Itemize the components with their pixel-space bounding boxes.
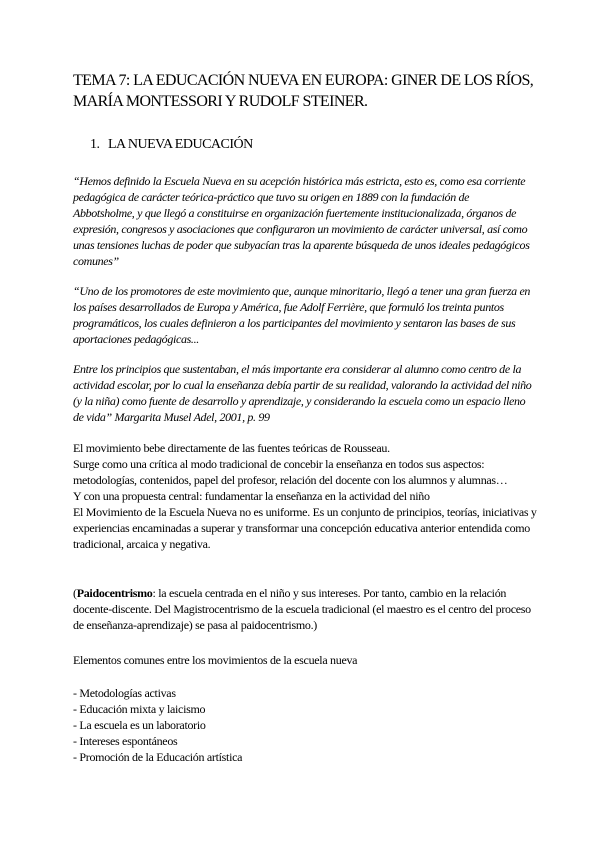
quote-paragraph: Entre los principios que sustentaban, el más importante era considerar al alumno como centro de la actividad escolar, por lo cual la enseñanza debía partir de su realidad, valorando la actividad del niño (y la niña) como fuente de desarrollo y aprendizaje, y considerando la escuela como un espacio lleno de vida” Margarita Musel Adel, 2001, p. 99 bbox=[73, 362, 532, 424]
body-paragraph: Surge como una crítica al modo tradicional de concebir la enseñanza en todos sus aspectos: metodologías, contenidos, papel del profesor, relación del docente con los alumnos y alumnas… bbox=[73, 457, 508, 487]
elements-intro: Elementos comunes entre los movimientos de la escuela nueva bbox=[73, 653, 358, 667]
section-heading-text: LA NUEVA EDUCACIÓN bbox=[108, 137, 253, 152]
paren-open: ( bbox=[73, 586, 77, 600]
section-number: 1. bbox=[90, 137, 100, 152]
list-item: - Educación mixta y laicismo bbox=[73, 702, 206, 716]
body-paragraph: El movimiento bebe directamente de las fuentes teóricas de Rousseau. bbox=[73, 441, 390, 455]
list-item: - Promoción de la Educación artística bbox=[73, 750, 243, 764]
elements-list bbox=[73, 685, 242, 765]
body-paragraph: Y con una propuesta central: fundamentar la enseñanza en la actividad del niño bbox=[73, 489, 430, 503]
list-item: - Metodologías activas bbox=[73, 686, 176, 700]
quote-paragraph: “Uno de los promotores de este movimiento que, aunque minoritario, llegó a tener una gran fuerza en los países desarrollados de Europa y América, fue Adolf Ferrière, que formuló los treinta puntos programáticos, los cuales definieron a los participantes del movimiento y sentaron las bases de sus aportaciones pedagógicas... bbox=[73, 284, 531, 346]
document-title: TEMA 7: LA EDUCACIÓN NUEVA EN EUROPA: GINER DE LOS RÍOS, MARÍA MONTESSORI Y RUDOLF STEINER. bbox=[73, 72, 534, 110]
list-item: - Intereses espontáneos bbox=[73, 734, 178, 748]
paidocentrismo-paragraph bbox=[73, 585, 538, 633]
body-text-block bbox=[73, 440, 538, 552]
list-item: - La escuela es un laboratorio bbox=[73, 718, 206, 732]
paidocentrismo-definition: : la escuela centrada en el niño y sus intereses. Por tanto, cambio en la relación docente-discente. Del Magistrocentrismo de la escuela tradicional (el maestro es el centro del proceso de enseñanza-aprendizaje) se pasa al paidocentrismo.) bbox=[73, 586, 531, 632]
body-paragraph: El Movimiento de la Escuela Nueva no es uniforme. Es un conjunto de principios, teorías, iniciativas y experiencias encaminadas a superar y transformar una concepción educativa anterior entendida como tradicional, arcaica y negativa. bbox=[73, 505, 537, 551]
paidocentrismo-term: Paidocentrismo bbox=[76, 586, 153, 600]
quote-paragraph: “Hemos definido la Escuela Nueva en su acepción histórica más estricta, esto es, como esa corriente pedagógica de carácter teórica-práctico que tuvo su origen en 1889 con la fundación de Abbotsholme, y que llegó a constituirse en organización fuertemente institucionalizada, órganos de expresión, congresos y asociaciones que configuraron un movimiento de carácter universal, así como unas tensiones luchas de poder que subyacían tras la aparente búsqueda de unos ideales pedagógicos comunes” bbox=[73, 174, 530, 268]
section-heading bbox=[90, 136, 253, 154]
